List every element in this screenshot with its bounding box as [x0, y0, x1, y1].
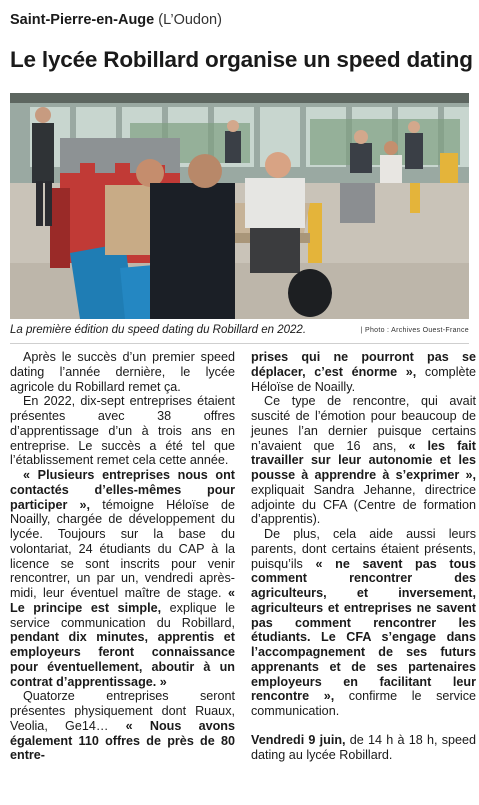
quote: prises qui ne pourront pas se déplacer, c’est énorme », [251, 350, 476, 379]
quote: « Nous avons également 110 offres de près de 80 entre- [10, 718, 236, 763]
paragraph [251, 350, 476, 394]
paragraph [10, 689, 235, 763]
event-date: Vendredi 9 juin, [251, 732, 346, 747]
quote: « les fait travailler sur leur autonomie et les pousse à apprendre à s’exprimer », [251, 438, 477, 482]
article-headline: Le lycée Robillard organise un speed dating [10, 47, 473, 72]
quote: pendant dix minutes, apprentis et employeurs feront connaissance pour éventuellement, aboutir à un contrat d’apprentissage. » [10, 630, 235, 689]
paragraph [10, 468, 235, 689]
text-run: expliquait Sandra Jehanne, directrice adjointe du CFA (Centre de formation d’apprentis). [251, 482, 476, 527]
text-run: Quatorze entreprises seront présentes physiquement dont Ruaux, Veolia, Ge14… [10, 689, 235, 733]
quote: « Le principe est simple, [10, 586, 235, 615]
text-run: complète Héloïse de Noailly. [251, 364, 476, 394]
article-kicker [10, 12, 222, 28]
text-run: De plus, cela aide aussi leurs parents, dont certains étaient présents, puisqu’ils [251, 527, 476, 571]
quote: « ne savent pas tous comment rencontrer des agriculteurs, et inversement, agriculteurs et entreprises ne savent pas comment rencontrer les étudiants. Le CFA s’engage dans l’accompagnement de ses futurs apprenants et de ses partenaires employeurs en facilitant leur rencontre », [251, 556, 476, 704]
article-photo [10, 93, 469, 319]
paragraph: En 2022, dix-sept entreprises étaient présentes avec 38 offres d’apprentissage d’un à trois ans en entreprise. Le succès a été tel que l’établissement remet cela cette année. [10, 394, 235, 468]
area-name: (L’Oudon) [158, 12, 222, 28]
text-run: de 14 h à 18 h, speed dating au lycée Robillard. [251, 732, 477, 762]
article-column-left [10, 350, 235, 763]
paragraph [251, 527, 476, 719]
paragraph [251, 394, 476, 527]
text-run: explique le service communication du Robillard, [10, 600, 235, 630]
town-name: Saint-Pierre-en-Auge [10, 12, 155, 28]
event-info [251, 733, 476, 763]
photo-caption-row [10, 324, 469, 342]
text-run: confirme le service communication. [251, 689, 476, 718]
photo-caption: La première édition du speed dating du Robillard en 2022. [10, 324, 307, 336]
paragraph: Après le succès d’un premier speed dating l’année dernière, le lycée agricole du Robillard remet ça. [10, 350, 235, 394]
photo-credit: | Photo : Archives Ouest-France [360, 327, 469, 334]
text-run: témoigne Héloïse de Noailly, chargée de développement du lycée. Toujours sur la base du volontariat, 24 étudiants du CAP à la licence se sont inscrits pour venir rencontrer, un par un, vendredi après-midi, leur éventuel maître de stage. [10, 497, 235, 600]
text-run: Ce type de rencontre, qui avait suscité de l’émotion pour beaucoup de jeunes l’an dernier puisque certains n’avaient que 16 ans, [251, 394, 476, 453]
quote: « Plusieurs entreprises nous ont contactés d’elles-mêmes pour participer », [10, 468, 235, 512]
article-column-right [251, 350, 476, 762]
caption-divider [10, 343, 469, 344]
